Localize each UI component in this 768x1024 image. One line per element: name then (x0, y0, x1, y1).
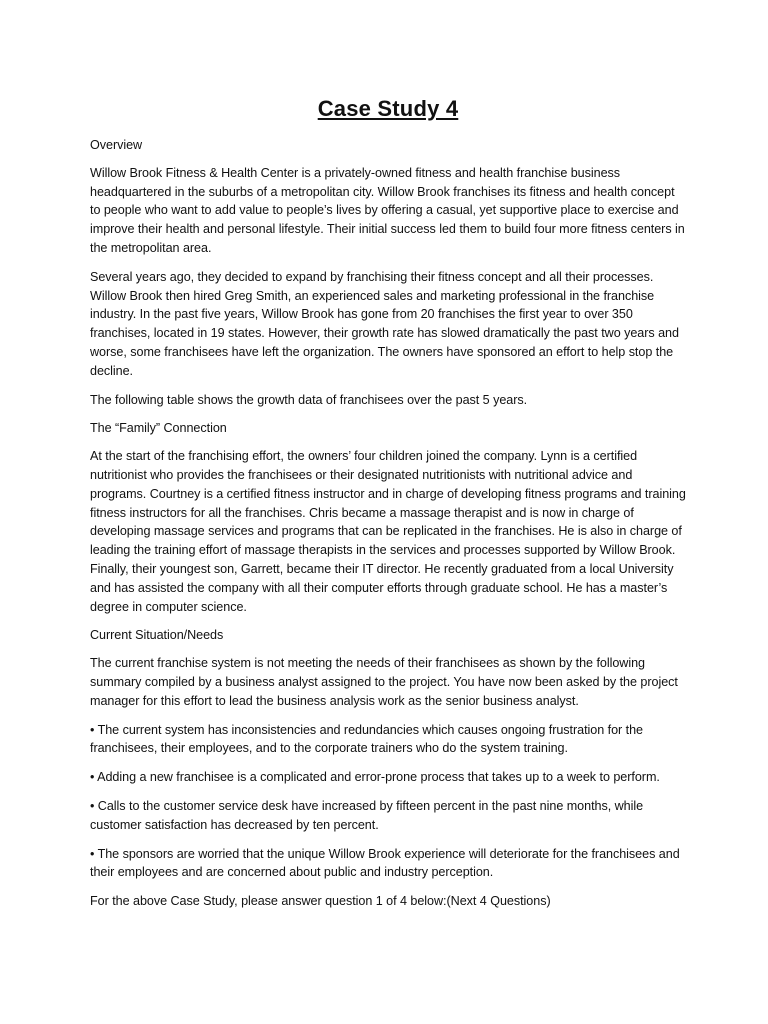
bullet-item: • The current system has inconsistencies and redundancies which causes ongoing frustration for the franchisees, their employees, and to the corporate trainers who do the system training. (90, 722, 644, 756)
overview-heading: Overview (90, 138, 143, 152)
bullet-item: • Adding a new franchisee is a complicated and error-prone process that takes up to a week to perform. (90, 770, 660, 785)
bullet-item: • Calls to the customer service desk have increased by fifteen percent in the past nine months, while customer satisfaction has decreased by ten percent. (90, 798, 644, 832)
situation-heading: Current Situation/Needs (90, 628, 224, 643)
table-intro-paragraph: The following table shows the growth data of franchisees over the past 5 years. (90, 392, 528, 407)
document-title: Case Study 4 (317, 96, 459, 121)
bullet-item: • The sponsors are worried that the unique Willow Brook experience will deteriorate for the franchisees and their employees and are concerned about public and industry perception. (90, 846, 680, 880)
family-paragraph: At the start of the franchising effort, the owners’ four children joined the company. Lynn is a certified nutritionist who provides the franchisees or their designated nutritionists with nutritional advice and programs. Courtney is a certified fitness instructor and in charge of developing fitness programs and training fitness instructors for all the franchises. Chris became a massage therapist and is now in charge of developing massage services and programs that can be replicated in the franchises. He is also in charge of leading the training effort of massage therapists in the services and processes supported by Willow Brook. Finally, their youngest son, Garrett, became their IT director. He recently graduated from a local University and has assisted the company with all their computer efforts through graduate school. He has a master’s degree in computer science. (90, 449, 686, 614)
overview-paragraph: Willow Brook Fitness & Health Center is a privately-owned fitness and health franchise business headquartered in the suburbs of a metropolitan city. Willow Brook franchises its fitness and health concept to people who want to add value to people’s lives by offering a casual, yet supportive place to exercise and improve their health and personal lifestyle. Their initial success led them to build four more fitness centers in the metropolitan area. (90, 165, 685, 255)
document-page (90, 96, 686, 921)
closing-instruction: For the above Case Study, please answer question 1 of 4 below:(Next 4 Questions) (90, 894, 551, 909)
family-heading: The “Family” Connection (90, 421, 227, 436)
situation-paragraph: The current franchise system is not meeting the needs of their franchisees as shown by the following summary compiled by a business analyst assigned to the project. You have now been asked by the project manager for this effort to lead the business analysis work as the senior business analyst. (90, 656, 678, 708)
expansion-paragraph: Several years ago, they decided to expand by franchising their fitness concept and all their processes. Willow Brook then hired Greg Smith, an experienced sales and marketing professional in the franchise industry. In the past five years, Willow Brook has gone from 20 franchises the first year to over 350 franchises, located in 19 states. However, their growth rate has slowed dramatically the past two years and worse, some franchisees have left the organization. The owners have sponsored an effort to help stop the decline. (90, 269, 679, 378)
